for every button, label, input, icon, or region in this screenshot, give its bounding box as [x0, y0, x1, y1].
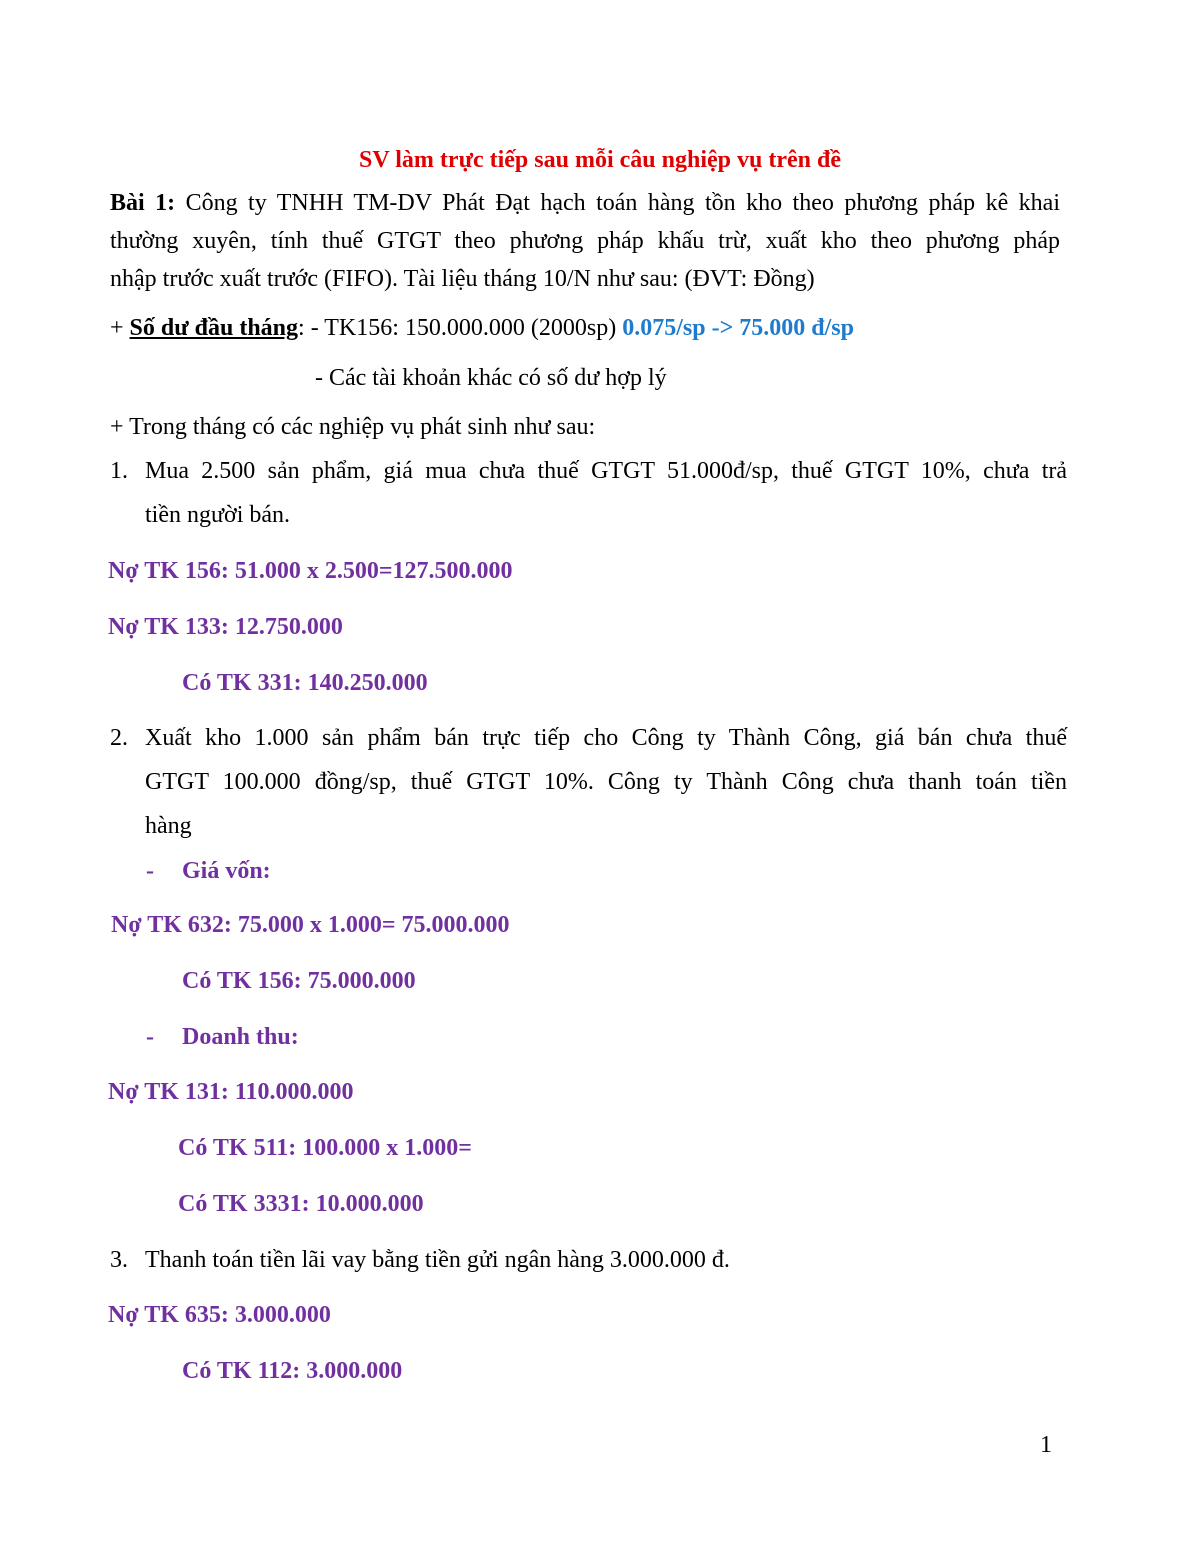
- intro-line-2: thường xuyên, tính thuế GTGT theo phương pháp khấu trừ, xuất kho theo phương pháp: [110, 228, 1060, 254]
- item-1-number: 1.: [110, 458, 128, 484]
- intro-line-3: nhập trước xuất trước (FIFO). Tài liệu tháng 10/N như sau: (ĐVT: Đồng): [110, 266, 815, 292]
- cost-label: Giá vốn:: [182, 858, 271, 884]
- revenue-entry-1: Nợ TK 131: 110.000.000: [108, 1079, 354, 1105]
- item-1-line-1: Mua 2.500 sản phẩm, giá mua chưa thuế GTGT 51.000đ/sp, thuế GTGT 10%, chưa trả: [145, 458, 1067, 484]
- item-2-line-2: GTGT 100.000 đồng/sp, thuế GTGT 10%. Công ty Thành Công chưa thanh toán tiền: [145, 769, 1067, 795]
- intro-text-1: Công ty TNHH TM-DV Phát Đạt hạch toán hàng tồn kho theo phương pháp kê khai: [185, 190, 1061, 216]
- cost-entry-2: Có TK 156: 75.000.000: [182, 968, 416, 994]
- item-2-line-3: hàng: [145, 813, 192, 839]
- other-accounts-line: - Các tài khoản khác có số dư hợp lý: [315, 365, 667, 391]
- intro-line-1: [110, 188, 1060, 218]
- item-2-line-1: Xuất kho 1.000 sản phẩm bán trực tiếp cho Công ty Thành Công, giá bán chưa thuế: [145, 725, 1067, 751]
- revenue-entry-2: Có TK 511: 100.000 x 1.000=: [178, 1135, 472, 1161]
- cost-entry-1: Nợ TK 632: 75.000 x 1.000= 75.000.000: [111, 912, 510, 938]
- exercise-label: Bài 1:: [110, 190, 176, 216]
- item-1-line-2: tiền người bán.: [145, 502, 291, 528]
- cost-dash: -: [146, 858, 154, 884]
- item-3-line-1: Thanh toán tiền lãi vay bằng tiền gửi ngân hàng 3.000.000 đ.: [145, 1247, 730, 1273]
- unit-cost-note: 0.075/sp -> 75.000 đ/sp: [622, 315, 854, 341]
- revenue-label: Doanh thu:: [182, 1024, 299, 1050]
- page-title: SV làm trực tiếp sau mỗi câu nghiệp vụ trên đề: [359, 147, 841, 173]
- item-1-entry-3: Có TK 331: 140.250.000: [182, 670, 428, 696]
- revenue-entry-3: Có TK 3331: 10.000.000: [178, 1191, 424, 1217]
- item-1-entry-1: Nợ TK 156: 51.000 x 2.500=127.500.000: [108, 558, 513, 584]
- opening-label: Số dư đầu tháng: [129, 315, 299, 341]
- item-1-entry-2: Nợ TK 133: 12.750.000: [108, 614, 343, 640]
- item-2-number: 2.: [110, 725, 128, 751]
- item-3-number: 3.: [110, 1247, 128, 1273]
- transactions-intro: + Trong tháng có các nghiệp vụ phát sinh như sau:: [110, 414, 596, 440]
- item-3-entry-2: Có TK 112: 3.000.000: [182, 1358, 403, 1384]
- item-3-entry-1: Nợ TK 635: 3.000.000: [108, 1302, 331, 1328]
- page-number: 1: [1040, 1432, 1052, 1458]
- revenue-dash: -: [146, 1024, 154, 1050]
- opening-text: : - TK156: 150.000.000 (2000sp): [298, 315, 623, 341]
- opening-prefix: +: [110, 315, 130, 341]
- opening-balance-line: [110, 313, 854, 343]
